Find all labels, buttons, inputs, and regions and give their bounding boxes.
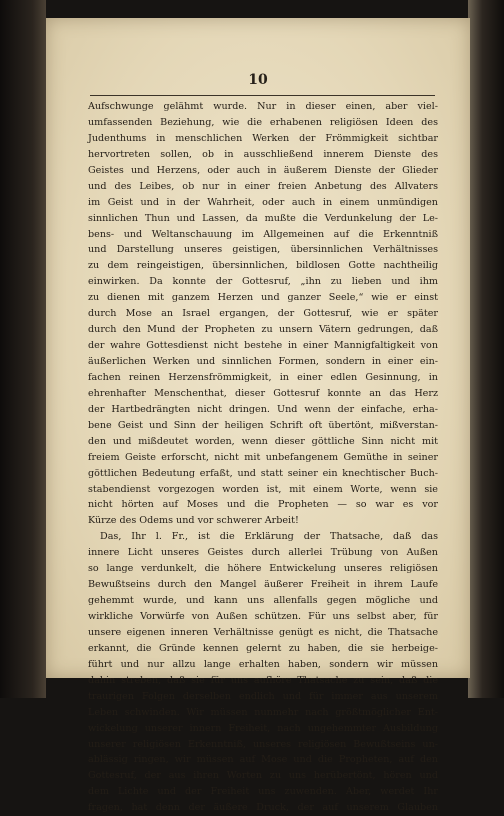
text-line: fachen reinen Herzensfrömmigkeit, in einer edlen Gesinnung, in [88, 371, 438, 383]
header-rule [90, 95, 435, 96]
text-line: traurigen Folgen derselben endlich und für immer aus unserem [88, 690, 438, 702]
text-line: zu dienen mit ganzem Herzen und ganzer Seele,“ wie er einst [88, 292, 438, 304]
text-line: wirkliche Vorwürfe von Außen schützen. Für uns selbst aber, für [88, 611, 438, 622]
body-text [88, 99, 438, 816]
text-line: und Darstellung unseres geistigen, übersinnlichen Verhältnisses [88, 244, 438, 256]
text-line: Aufschwunge gelähmt wurde. Nur in dieser einen, aber viel- [88, 101, 438, 112]
text-line: Kürze des Odems und vor schwerer Arbeit! [88, 515, 299, 527]
text-line: unsere eigenen inneren Verhältnisse genügt es nicht, die Thatsache [88, 626, 438, 638]
text-line: hervortreten sollen, ob in ausschließend innerem Dienste des [88, 148, 438, 160]
text-line: Bewußtseins durch den Mangel äußerer Freiheit in ihrem Laufe [88, 579, 438, 591]
text-line: dem Lichte und der Freiheit uns zuwenden. Aber, werdet Ihr [88, 786, 438, 798]
text-line: den und mißdeutet worden, wenn dieser göttliche Sinn nicht mit [88, 435, 438, 447]
book-edge-left [0, 0, 46, 698]
text-line: ehrenhafter Menschenthat, dieser Gottesruf konnte an das Herz [88, 387, 438, 399]
text-line: nicht hörten auf Moses und die Propheten — so war es vor [88, 499, 438, 511]
text-line: äußerlichen Werken und sinnlichen Formen, sondern in einer ein- [88, 356, 438, 367]
text-line: unserer religiösen Erkenntniß, unseres religiösen Bewußtseins un- [88, 738, 438, 750]
text-line: Leben schwinden. Wir müssen nunmehr nach größtmöglicher Ent- [88, 706, 438, 718]
text-line: im Geist und in der Wahrheit, oder auch in einem unmündigen [88, 196, 438, 208]
text-line: zu dem reingeistigen, übersinnlichen, bildlosen Gotte nachtheilig [88, 260, 438, 272]
text-line: stabendienst vorgezogen worden ist, mit einem Worte, wenn sie [88, 483, 438, 495]
text-line: und des Leibes, ob nur in einer freien Anbetung des Allvaters [88, 180, 438, 192]
text-line: einwirken. Da konnte der Gottesruf, „ihn zu lieben und ihm [88, 276, 438, 288]
text-line: bens- und Weltanschauung im Allgemeinen auf die Erkenntniß [88, 228, 438, 240]
book-page [46, 18, 470, 814]
text-line: wickelung unserer innern Freiheit, nach ungehemmter Ausbildung [88, 722, 438, 734]
text-line: der wahre Gottesdienst nicht bestehe in einer Mannigfaltigkeit von [88, 340, 438, 352]
text-line: Das, Ihr l. Fr., ist die Erklärung der Thatsache, daß das [100, 531, 438, 543]
text-line: durch den Mund der Propheten zu unsern Vätern gedrungen, daß [88, 324, 438, 336]
text-line: innere Licht unseres Geistes durch allerlei Trübung von Außen [88, 547, 438, 559]
text-line: der Hartbedrängten nicht dringen. Und wenn der einfache, erha- [88, 403, 438, 415]
text-line: Gottesruf, der aus ihren Worten zu uns herübertönt, hören und [88, 770, 438, 782]
book-spine [468, 0, 504, 698]
text-line: Judenthums in menschlichen Werken der Frömmigkeit sichtbar [88, 132, 438, 144]
text-line: durch Mose an Israel ergangen, der Gottesruf, wie er später [88, 308, 438, 320]
page-number: 10 [248, 72, 268, 88]
text-line: fragen, hat denn der äußere Druck, der auf unserem Glauben [88, 802, 438, 814]
text-line: so lange verdunkelt, die höhere Entwickelung unseres religiösen [88, 563, 438, 575]
text-line: gehemmt wurde, und kann uns allenfalls gegen mögliche und [88, 595, 438, 607]
text-line: freiem Geiste erforscht, nicht mit unbefangenem Gemüthe in seiner [88, 451, 438, 463]
text-line: Geistes und Herzens, oder auch in äußerem Dienste der Glieder [88, 164, 438, 176]
text-line: erkannt, die Gründe kennen gelernt zu haben, die sie herbeige- [88, 642, 438, 654]
text-line: ablässig ringen, wir müssen auf Mose und die Propheten, auf den [88, 754, 438, 766]
text-line: sinnlichen Thun und Lassen, da mußte die Verdunkelung der Le- [88, 212, 438, 224]
text-line: bene Geist und Sinn der heiligen Schrift oft übertönt, mißverstan- [88, 419, 438, 431]
text-line: führt und nur allzu lange erhalten haben, sondern wir müssen [88, 658, 438, 670]
text-line: göttlichen Bedeutung erfaßt, und statt seiner ein knechtischer Buch- [88, 467, 438, 479]
text-line: umfassenden Beziehung, wie die erhabenen religiösen Ideen des [88, 116, 438, 128]
text-line: dahin streben, daß sie für uns aufhöre Thatsache zu sein, daß die [88, 674, 438, 686]
